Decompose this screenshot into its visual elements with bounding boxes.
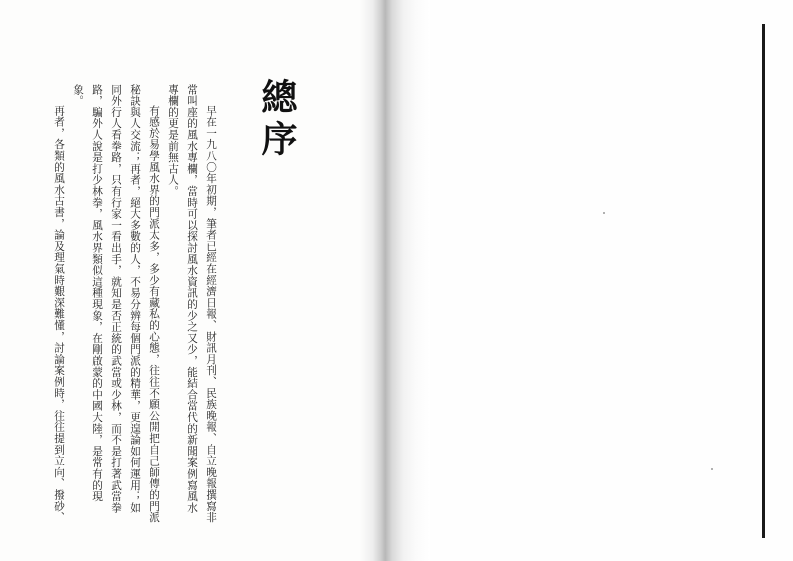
paper-speck [603,212,605,214]
page-edge-line [762,24,765,538]
paragraph-3: 再者，各類的風水古書，論及理氣時艱深難懂，討論案例時，往往提到立向、撥砂、 [53,105,65,524]
page-title: 總序 [256,78,297,162]
body-text [49,84,220,524]
paragraph-1: 早在一九八〇年初期，筆者已經在經濟日報、財訊月刊、民族晚報、自立晚報撰寫非常叫座的風水專欄，當時可以探討風水資訊的少之又少，能結合當代的新聞案例寫風水專欄的更是前無古人。 [167,84,217,524]
book-spine-gutter [360,0,430,561]
left-page [0,0,378,561]
paragraph-2: 有感於易學風水界的門派太多，多少有藏私的心態，往往不願公開把自己師傳的門派秘訣與人交流；再者，絕大多數的人，不易分辨每個門派的精華，更遑論如何運用；如同外行人看拳路，只有行家一看出手，就知是否正統的武當或少林，而不是打著武當拳路，騙外人說是打少林拳，風水界類似這種現象，在剛啟蒙的中國大陸，是常有的現象。 [72,84,160,524]
right-page-blank [430,0,793,561]
paper-speck [711,468,713,470]
